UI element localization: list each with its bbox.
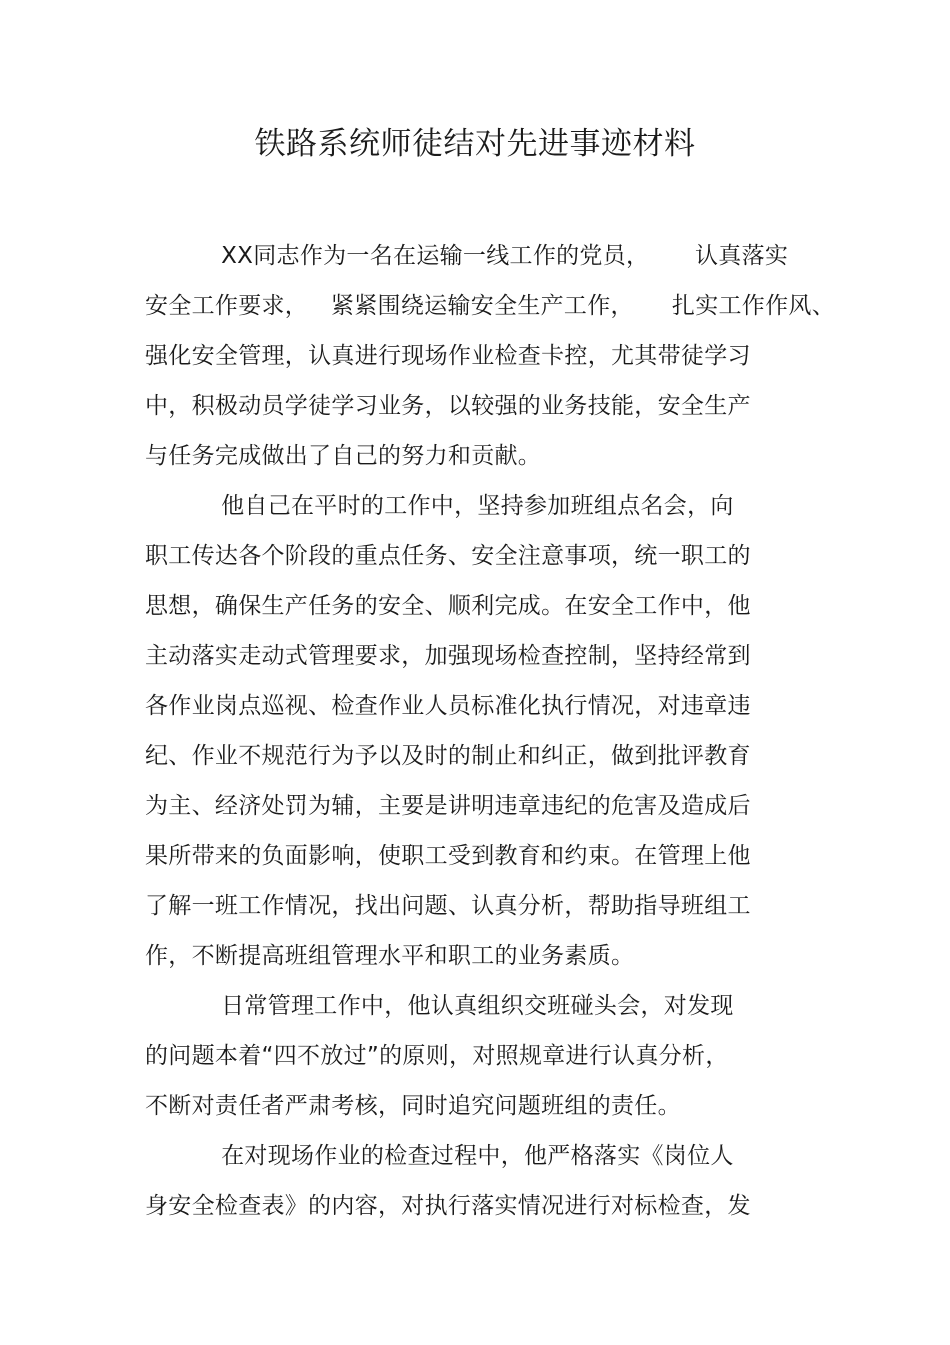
body-line-14: 了解一班工作情况，找出问题、认真分析，帮助指导班组工 <box>145 893 751 919</box>
body-line-12: 为主、经济处罚为辅，主要是讲明违章违纪的危害及造成后 <box>145 793 751 819</box>
body-line-8: 思想，确保生产任务的安全、顺利完成。在安全工作中，他 <box>145 593 751 619</box>
body-line-1: XX同志作为一名在运输一线工作的党员， 认真落实 <box>145 243 789 269</box>
body-line-15: 作，不断提高班组管理水平和职工的业务素质。 <box>145 943 635 969</box>
body-line-7: 职工传达各个阶段的重点任务、安全注意事项，统一职工的 <box>145 543 751 569</box>
body-line-18: 不断对责任者严肃考核，同时追究问题班组的责任。 <box>145 1093 681 1119</box>
body-line-10: 各作业岗点巡视、检查作业人员标准化执行情况，对违章违 <box>145 693 751 719</box>
body-line-4: 中，积极动员学徒学习业务，以较强的业务技能，安全生产 <box>145 393 751 419</box>
body-line-2: 安全工作要求， 紧紧围绕运输安全生产工作， 扎实工作作风、 <box>145 293 835 319</box>
body-line-20: 身安全检查表》的内容，对执行落实情况进行对标检查，发 <box>145 1193 751 1219</box>
document-title: 铁路系统师徒结对先进事迹材料 <box>254 126 696 162</box>
body-line-6: 他自己在平时的工作中，坚持参加班组点名会，向 <box>145 493 734 519</box>
body-line-9: 主动落实走动式管理要求，加强现场检查控制，坚持经常到 <box>145 643 751 669</box>
body-line-3: 强化安全管理，认真进行现场作业检查卡控，尤其带徒学习 <box>145 343 751 369</box>
body-line-16: 日常管理工作中，他认真组织交班碰头会，对发现 <box>145 993 734 1019</box>
body-line-5: 与任务完成做出了自己的努力和贡献。 <box>145 443 542 469</box>
body-line-13: 果所带来的负面影响，使职工受到教育和约束。在管理上他 <box>145 843 751 869</box>
body-line-11: 纪、作业不规范行为予以及时的制止和纠正，做到批评教育 <box>145 743 751 769</box>
body-line-17: 的问题本着“四不放过”的原则，对照规章进行认真分析， <box>145 1043 729 1069</box>
body-line-19: 在对现场作业的检查过程中，他严格落实《岗位人 <box>145 1143 734 1169</box>
